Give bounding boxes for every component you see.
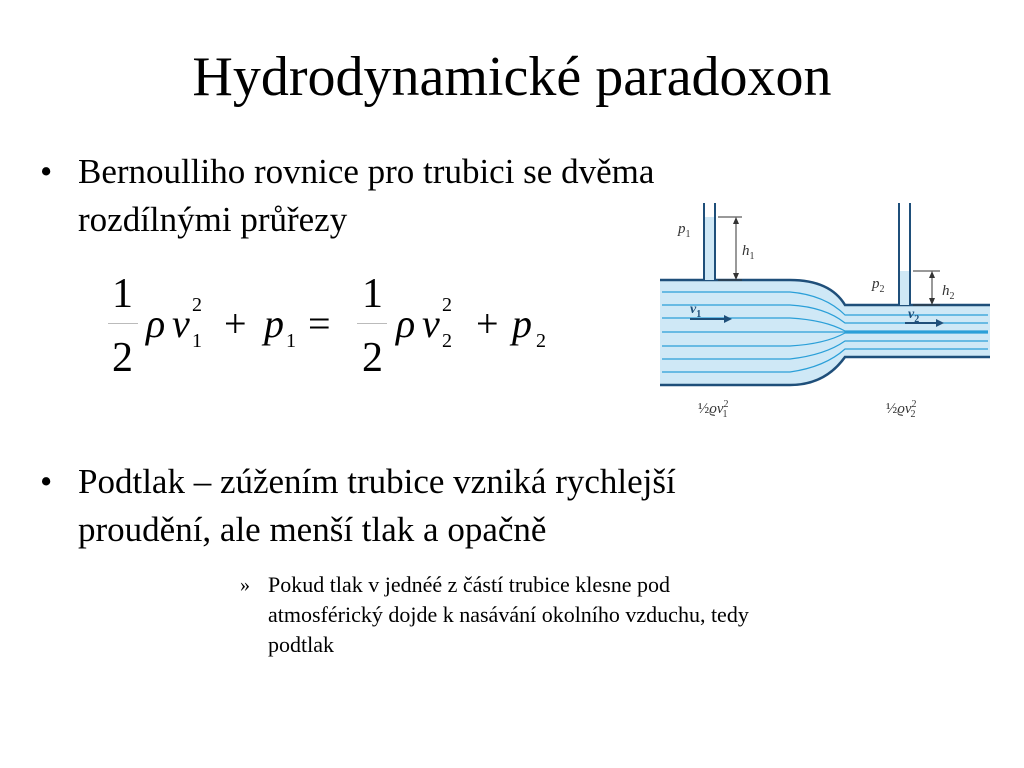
label-rho: ϱ	[897, 401, 905, 417]
label-h1: h	[742, 243, 750, 259]
subscript: 1	[192, 330, 202, 352]
bullet-marker: •	[40, 152, 53, 191]
page-title: Hydrodynamické paradoxon	[192, 46, 832, 108]
h2-arrowhead-top	[929, 271, 935, 278]
label-p2-sub: 2	[879, 284, 885, 295]
label-sub: 2	[910, 409, 916, 420]
label-h2: h	[942, 283, 950, 299]
label-v1-sub: 1	[696, 309, 702, 320]
label-h2-sub: 2	[949, 291, 955, 302]
svg-text:p1	[677, 221, 691, 240]
bullet-line: Podtlak – zúžením trubice vzniká rychlejší	[78, 462, 676, 501]
fraction-bar	[357, 323, 387, 324]
label-p1-sub: 1	[685, 229, 691, 240]
label-h1-sub: 1	[749, 251, 755, 262]
svg-text:½ϱv21	[698, 399, 729, 420]
sub-bullet-line: atmosférický dojde k nasávání okolního vzduchu, tedy	[268, 602, 749, 627]
label-v2-sub: 2	[914, 314, 920, 325]
bullet-line: Bernoulliho rovnice pro trubici se dvěma	[78, 152, 655, 191]
label-p2: p	[872, 276, 880, 292]
label-v: v	[904, 401, 912, 417]
label-sq: 2	[723, 399, 729, 410]
subscript: 2	[442, 330, 452, 352]
bullet-marker: •	[40, 462, 53, 501]
sub-bullet-text	[268, 570, 888, 660]
fraction-numerator: 1	[112, 271, 133, 317]
label-v: v	[716, 401, 724, 417]
bullet-line: proudění, ale menší tlak a opačně	[78, 510, 547, 549]
label-v1: v	[690, 302, 697, 317]
exponent: 2	[442, 294, 452, 316]
fraction-bar	[108, 323, 138, 324]
label-half: ½	[886, 401, 898, 417]
label-p1: p	[678, 221, 686, 237]
standpipe-2-water	[900, 271, 909, 305]
label-v2: v	[908, 307, 915, 322]
fraction-numerator: 1	[362, 271, 383, 317]
h1-arrowhead-top	[733, 217, 739, 224]
svg-text:h2	[942, 283, 955, 302]
venturi-svg	[650, 195, 1000, 435]
pressure-symbol: p	[512, 301, 532, 346]
rho-symbol: ρ	[396, 301, 416, 346]
fraction-denominator: 2	[362, 335, 383, 381]
exponent: 2	[192, 294, 202, 316]
plus-sign: +	[476, 301, 499, 346]
rho-symbol: ρ	[146, 301, 166, 346]
svg-text:p2	[871, 276, 885, 295]
standpipe-1-water	[705, 217, 714, 280]
plus-sign: +	[224, 301, 247, 346]
venturi-pipe-diagram	[650, 195, 1000, 435]
pressure-symbol: p	[264, 301, 284, 346]
sub-bullet-line: podtlak	[268, 632, 334, 657]
svg-text:h1	[742, 243, 755, 262]
label-sq: 2	[911, 399, 917, 410]
equals-sign: =	[308, 301, 331, 346]
fraction-denominator: 2	[112, 335, 133, 381]
label-half: ½	[698, 401, 710, 417]
velocity-symbol: v	[172, 301, 190, 346]
label-sub: 1	[722, 409, 728, 420]
bullet-line: rozdílnými průřezy	[78, 200, 348, 239]
sub-bullet-line: Pokud tlak v jednéé z částí trubice klesne pod	[268, 572, 670, 597]
bernoulli-equation	[100, 270, 570, 390]
svg-text:½ϱv22	[886, 399, 917, 420]
sub-bullet-marker: »	[240, 574, 250, 596]
label-rho: ϱ	[709, 401, 717, 417]
subscript: 2	[536, 330, 546, 352]
velocity-symbol: v	[422, 301, 440, 346]
bullet-podtlak	[40, 458, 940, 558]
subscript: 1	[286, 330, 296, 352]
